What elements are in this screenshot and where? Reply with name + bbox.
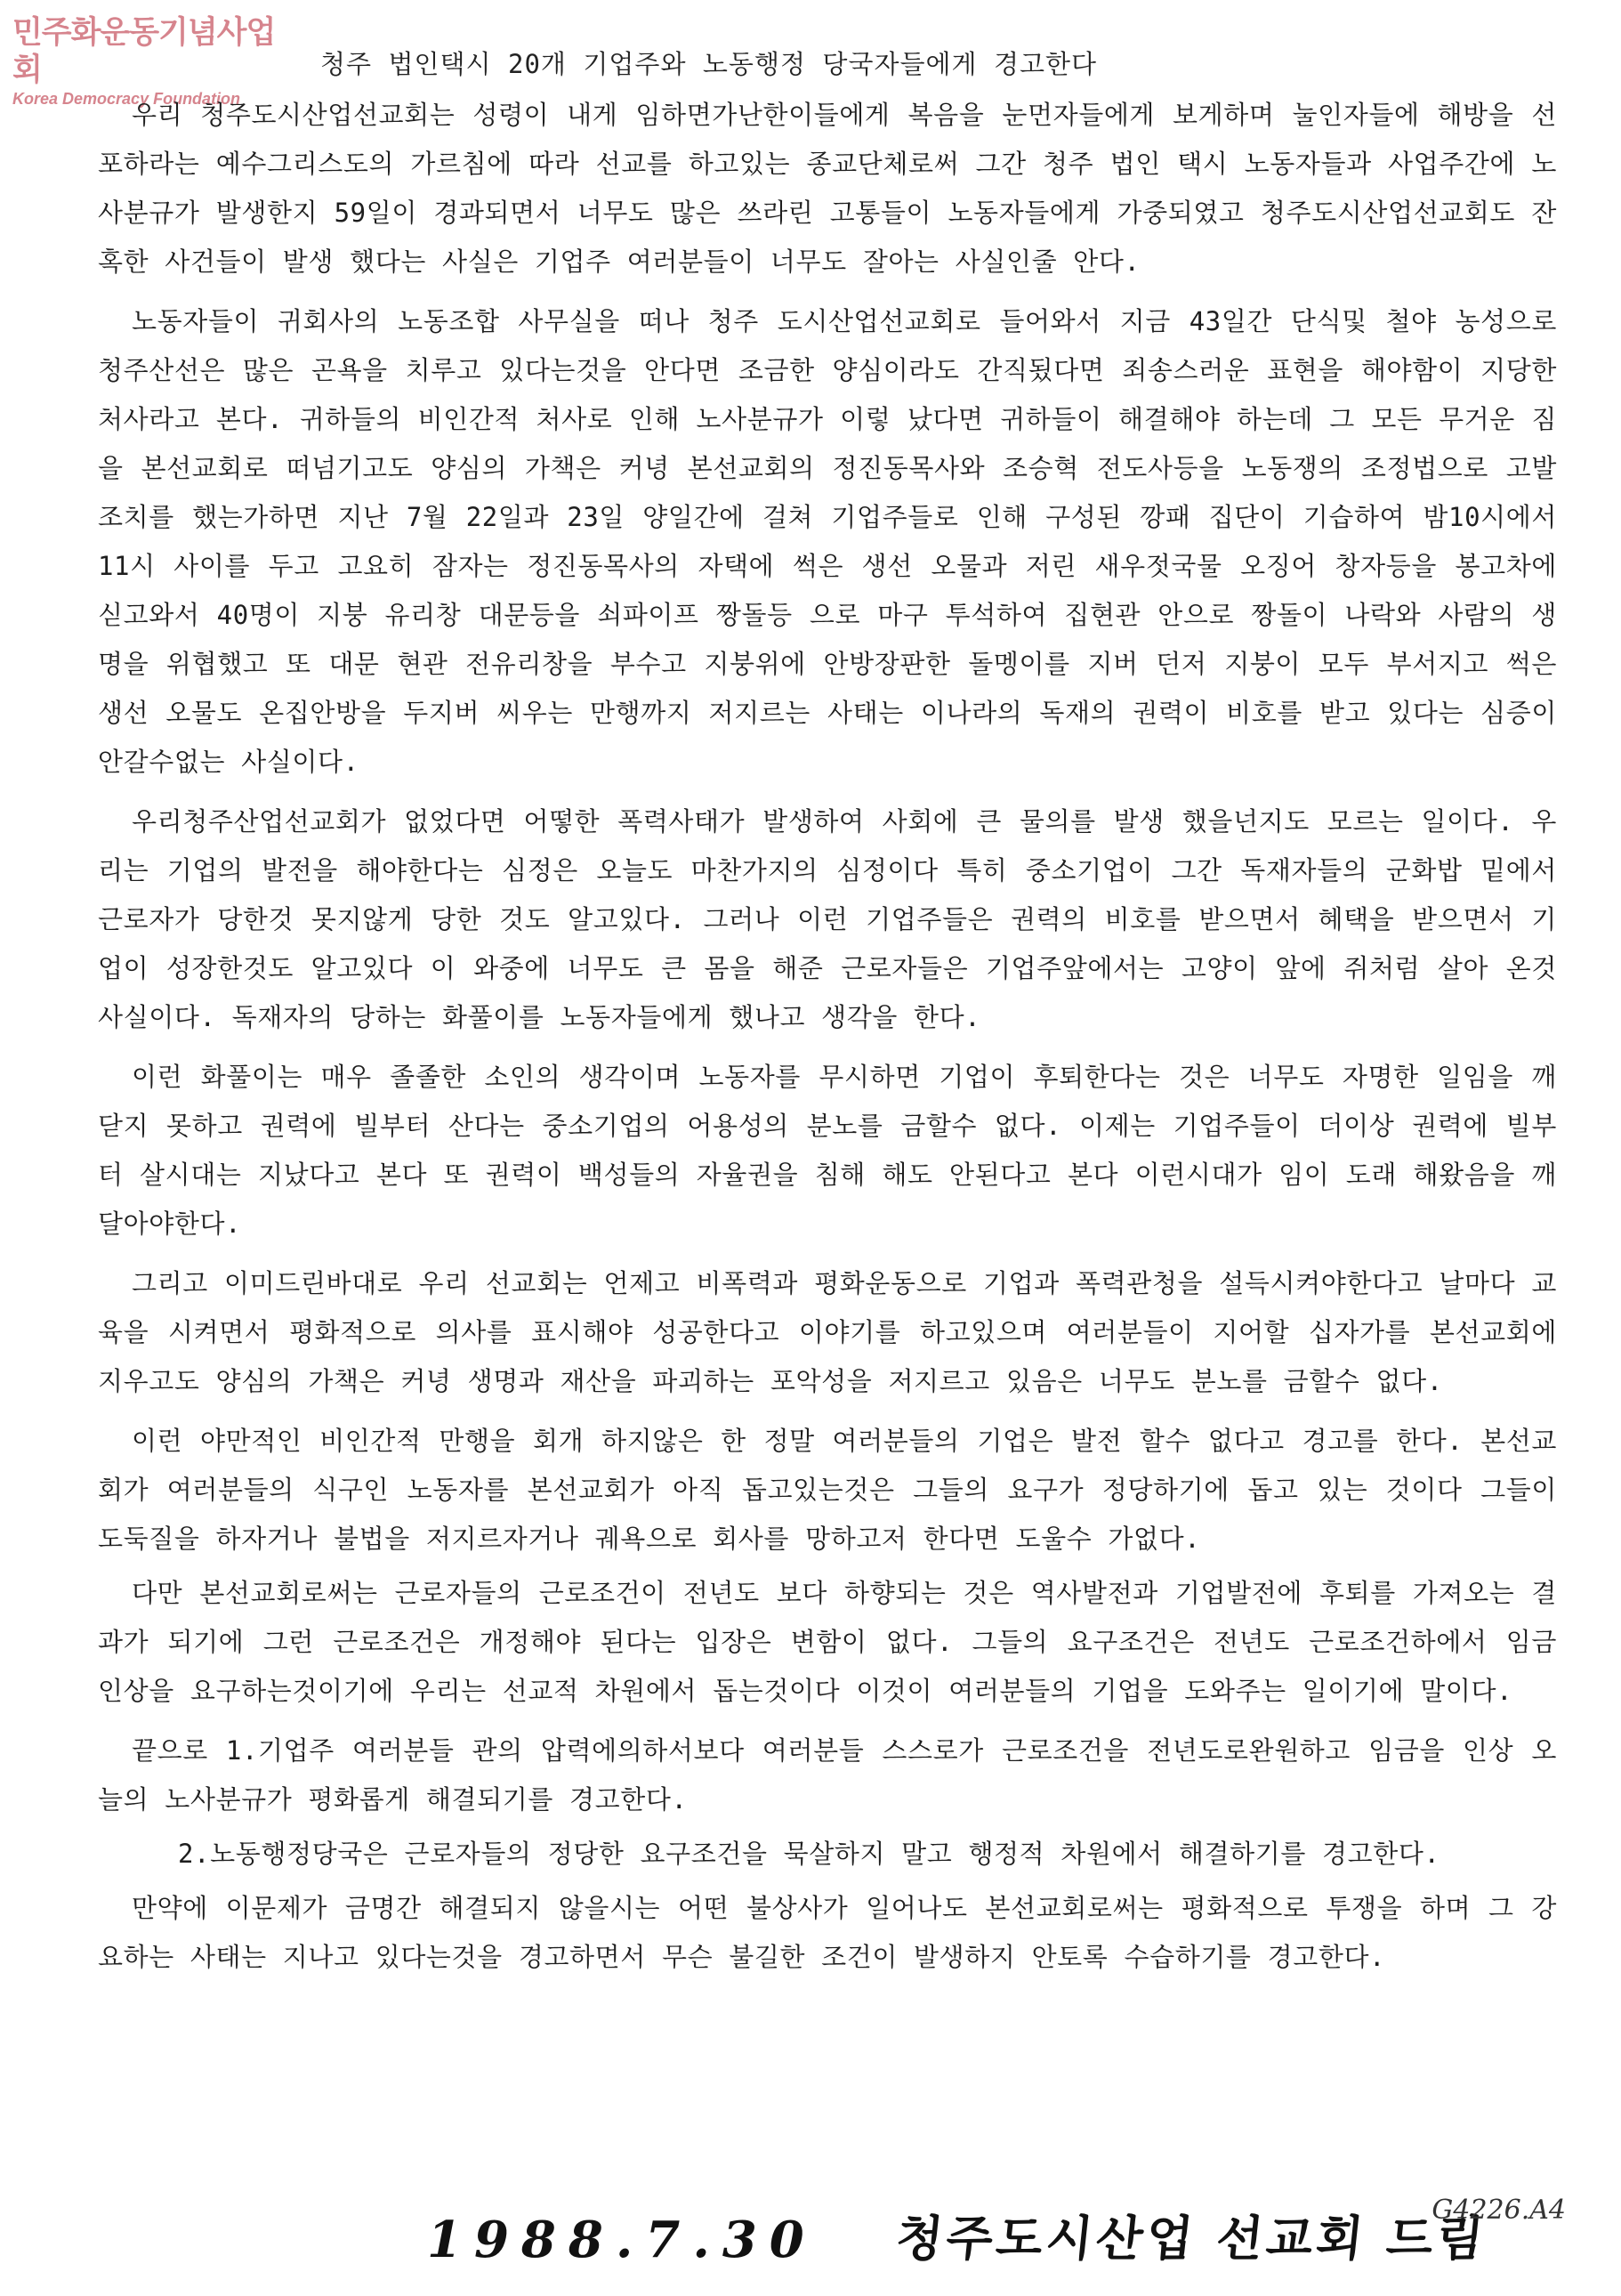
warning-1: 끝으로 1.기업주 여러분들 관의 압력에의하서보다 여러분들 스스로가 근로조건을 전년도로완원하고 임금을 인상 오늘의 노사분규가 평화롭게 해결되기를 경고한다. bbox=[98, 1735, 1557, 1815]
footer-sender: 청주도시산업 선교회 드림 bbox=[893, 2211, 1490, 2267]
paragraph-4: 이런 화풀이는 매우 졸졸한 소인의 생각이며 노동자를 무시하면 기업이 후퇴한다는 것은 너무도 자명한 일임을 깨 닫지 못하고 권력에 빌부터 산다는 중소기업의 어용성의 분노를 금할수 없다. 이제는 기업주들이 더이상 권력에 빌부터 살시대는 지났다고 본다 또 권력이 백성들의 자율권을 침해 해도 안된다고 본다 이런시대가 임이 도래 해왔음을 깨달아야한다. bbox=[98, 1062, 1557, 1239]
watermark-main-text: 민주화운동기념사업회 bbox=[12, 15, 276, 88]
footer-date: 1988.7.30 bbox=[427, 2211, 817, 2269]
warning-3: 만약에 이문제가 금명간 해결되지 않을시는 어떤 불상사가 일어나도 본선교회로써는 평화적으로 투쟁을 하며 그 강요하는 사태는 지나고 있다는것을 경고하면서 무슨 불길한 조건이 발생하지 안토록 수습하기를 경고한다. bbox=[98, 1893, 1557, 1972]
paragraph-2: 노동자들이 귀회사의 노동조합 사무실을 떠나 청주 도시산업선교회로 들어와서 지금 43일간 단식및 철야 농성으로 청주산선은 많은 곤욕을 치루고 있다는것을 안다면 조금한 양심이라도 간직됬다면 죄송스러운 표현을 해야함이 지당한 처사라고 본다. 귀하들의 비인간적 처사로 인해 노사분규가 이렇 났다면 귀하들이 해결해야 하는데 그 모든 무거운 짐을 본선교회로 떠넘기고도 양심의 가책은 커녕 본선교회의 정진동목사와 조승혁 전도사등을 노동쟁의 조정법으로 고발조치를 했는가하면 지난 7월 22일과 23일 양일간에 걸쳐 기업주들로 인해 구성된 깡패 집단이 기습하여 밤10시에서 11시 사이를 두고 고요히 잠자는 정진동목사의 자택에 썩은 생선 오물과 저린 새우젓국물 오징어 창자등을 봉고차에 싣고와서 40명이 지붕 유리창 대문등을 쇠파이프 짱돌등 으로 마구 투석하여 집현관 안으로 짱돌이 나락와 사람의 생명을 위협했고 또 대문 현관 전유리창을 부수고 지붕위에 안방장판한 돌멩이를 지버 던저 지붕이 모두 부서지고 썩은 생선 오물도 온집안방을 두지버 씨우는 만행까지 저지르는 사태는 이나라의 독재의 권력이 비호를 받고 있다는 심증이 안갈수없는 사실이다. bbox=[98, 306, 1557, 777]
warning-2: 2.노동행정당국은 근로자들의 정당한 요구조건을 묵살하지 말고 행정적 차원에서 해결하기를 경고한다. bbox=[178, 1839, 1440, 1869]
paragraph-5: 그리고 이미드린바대로 우리 선교회는 언제고 비폭력과 평화운동으로 기업과 폭력관청을 설득시켜야한다고 날마다 교육을 시켜면서 평화적으로 의사를 표시해야 성공한다고 이야기를 하고있으며 여러분들이 지어할 십자가를 본선교회에 지우고도 양심의 가책은 커녕 생명과 재산을 파괴하는 포악성을 저지르고 있음은 너무도 분노를 금할수 없다. bbox=[98, 1268, 1557, 1396]
document-body bbox=[98, 91, 1557, 1993]
paragraph-6: 이런 야만적인 비인간적 만행을 회개 하지않은 한 정말 여러분들의 기업은 발전 할수 없다고 경고를 한다. 본선교회가 여러분들의 식구인 노동자를 본선교회가 아직 돕고있는것은 그들의 요구가 정당하기에 돕고 있는 것이다 그들이 도둑질을 하자거나 불법을 저지르자거나 궤욕으로 회사를 망하고저 한다면 도울수 가없다. bbox=[98, 1426, 1557, 1554]
document-title: 청주 법인택시 20개 기업주와 노동행정 당국자들에게 경고한다 bbox=[320, 49, 1098, 79]
document-footer bbox=[427, 2189, 1601, 2269]
paragraph-3: 우리청주산업선교회가 없었다면 어떻한 폭력사태가 발생하여 사회에 큰 물의를 발생 했을넌지도 모르는 일이다. 우리는 기업의 발전을 해야한다는 심정은 오늘도 마찬가지의 심정이다 특히 중소기업이 그간 독재자들의 군화밥 밑에서 근로자가 당한것 못지않게 당한 것도 알고있다. 그러나 이런 기업주들은 권력의 비호를 받으면서 혜택을 받으면서 기업이 성장한것도 알고있다 이 와중에 너무도 큰 몸을 해준 근로자들은 기업주앞에서는 고양이 앞에 쥐처럼 살아 온것 사실이다. 독재자의 당하는 화풀이를 노동자들에게 했나고 생각을 한다. bbox=[98, 806, 1557, 1032]
archive-code: G4226.A4 bbox=[1431, 2195, 1566, 2226]
paragraph-1: 우리 청주도시산업선교회는 성령이 내게 임하면가난한이들에게 복음을 눈먼자들에게 보게하며 눌인자들에 해방을 선포하라는 예수그리스도의 가르침에 따라 선교를 하고있는 종교단체로써 그간 청주 법인 택시 노동자들과 사업주간에 노사분규가 발생한지 59일이 경과되면서 너무도 많은 쓰라린 고통들이 노동자들에게 가중되였고 청주도시산업선교회도 잔혹한 사건들이 발생 했다는 사실은 기업주 여러분들이 너무도 잘아는 사실인줄 안다. bbox=[98, 100, 1557, 277]
watermark-sub-text: Korea Democracy Foundation bbox=[12, 90, 241, 108]
paragraph-7: 다만 본선교회로써는 근로자들의 근로조건이 전년도 보다 하향되는 것은 역사발전과 기업발전에 후퇴를 가져오는 결과가 되기에 그런 근로조건은 개정해야 된다는 입장은 변함이 없다. 그들의 요구조건은 전년도 근로조건하에서 임금 인상을 요구하는것이기에 우리는 선교적 차원에서 돕는것이다 이것이 여러분들의 기업을 도와주는 일이기에 말이다. bbox=[98, 1578, 1557, 1706]
